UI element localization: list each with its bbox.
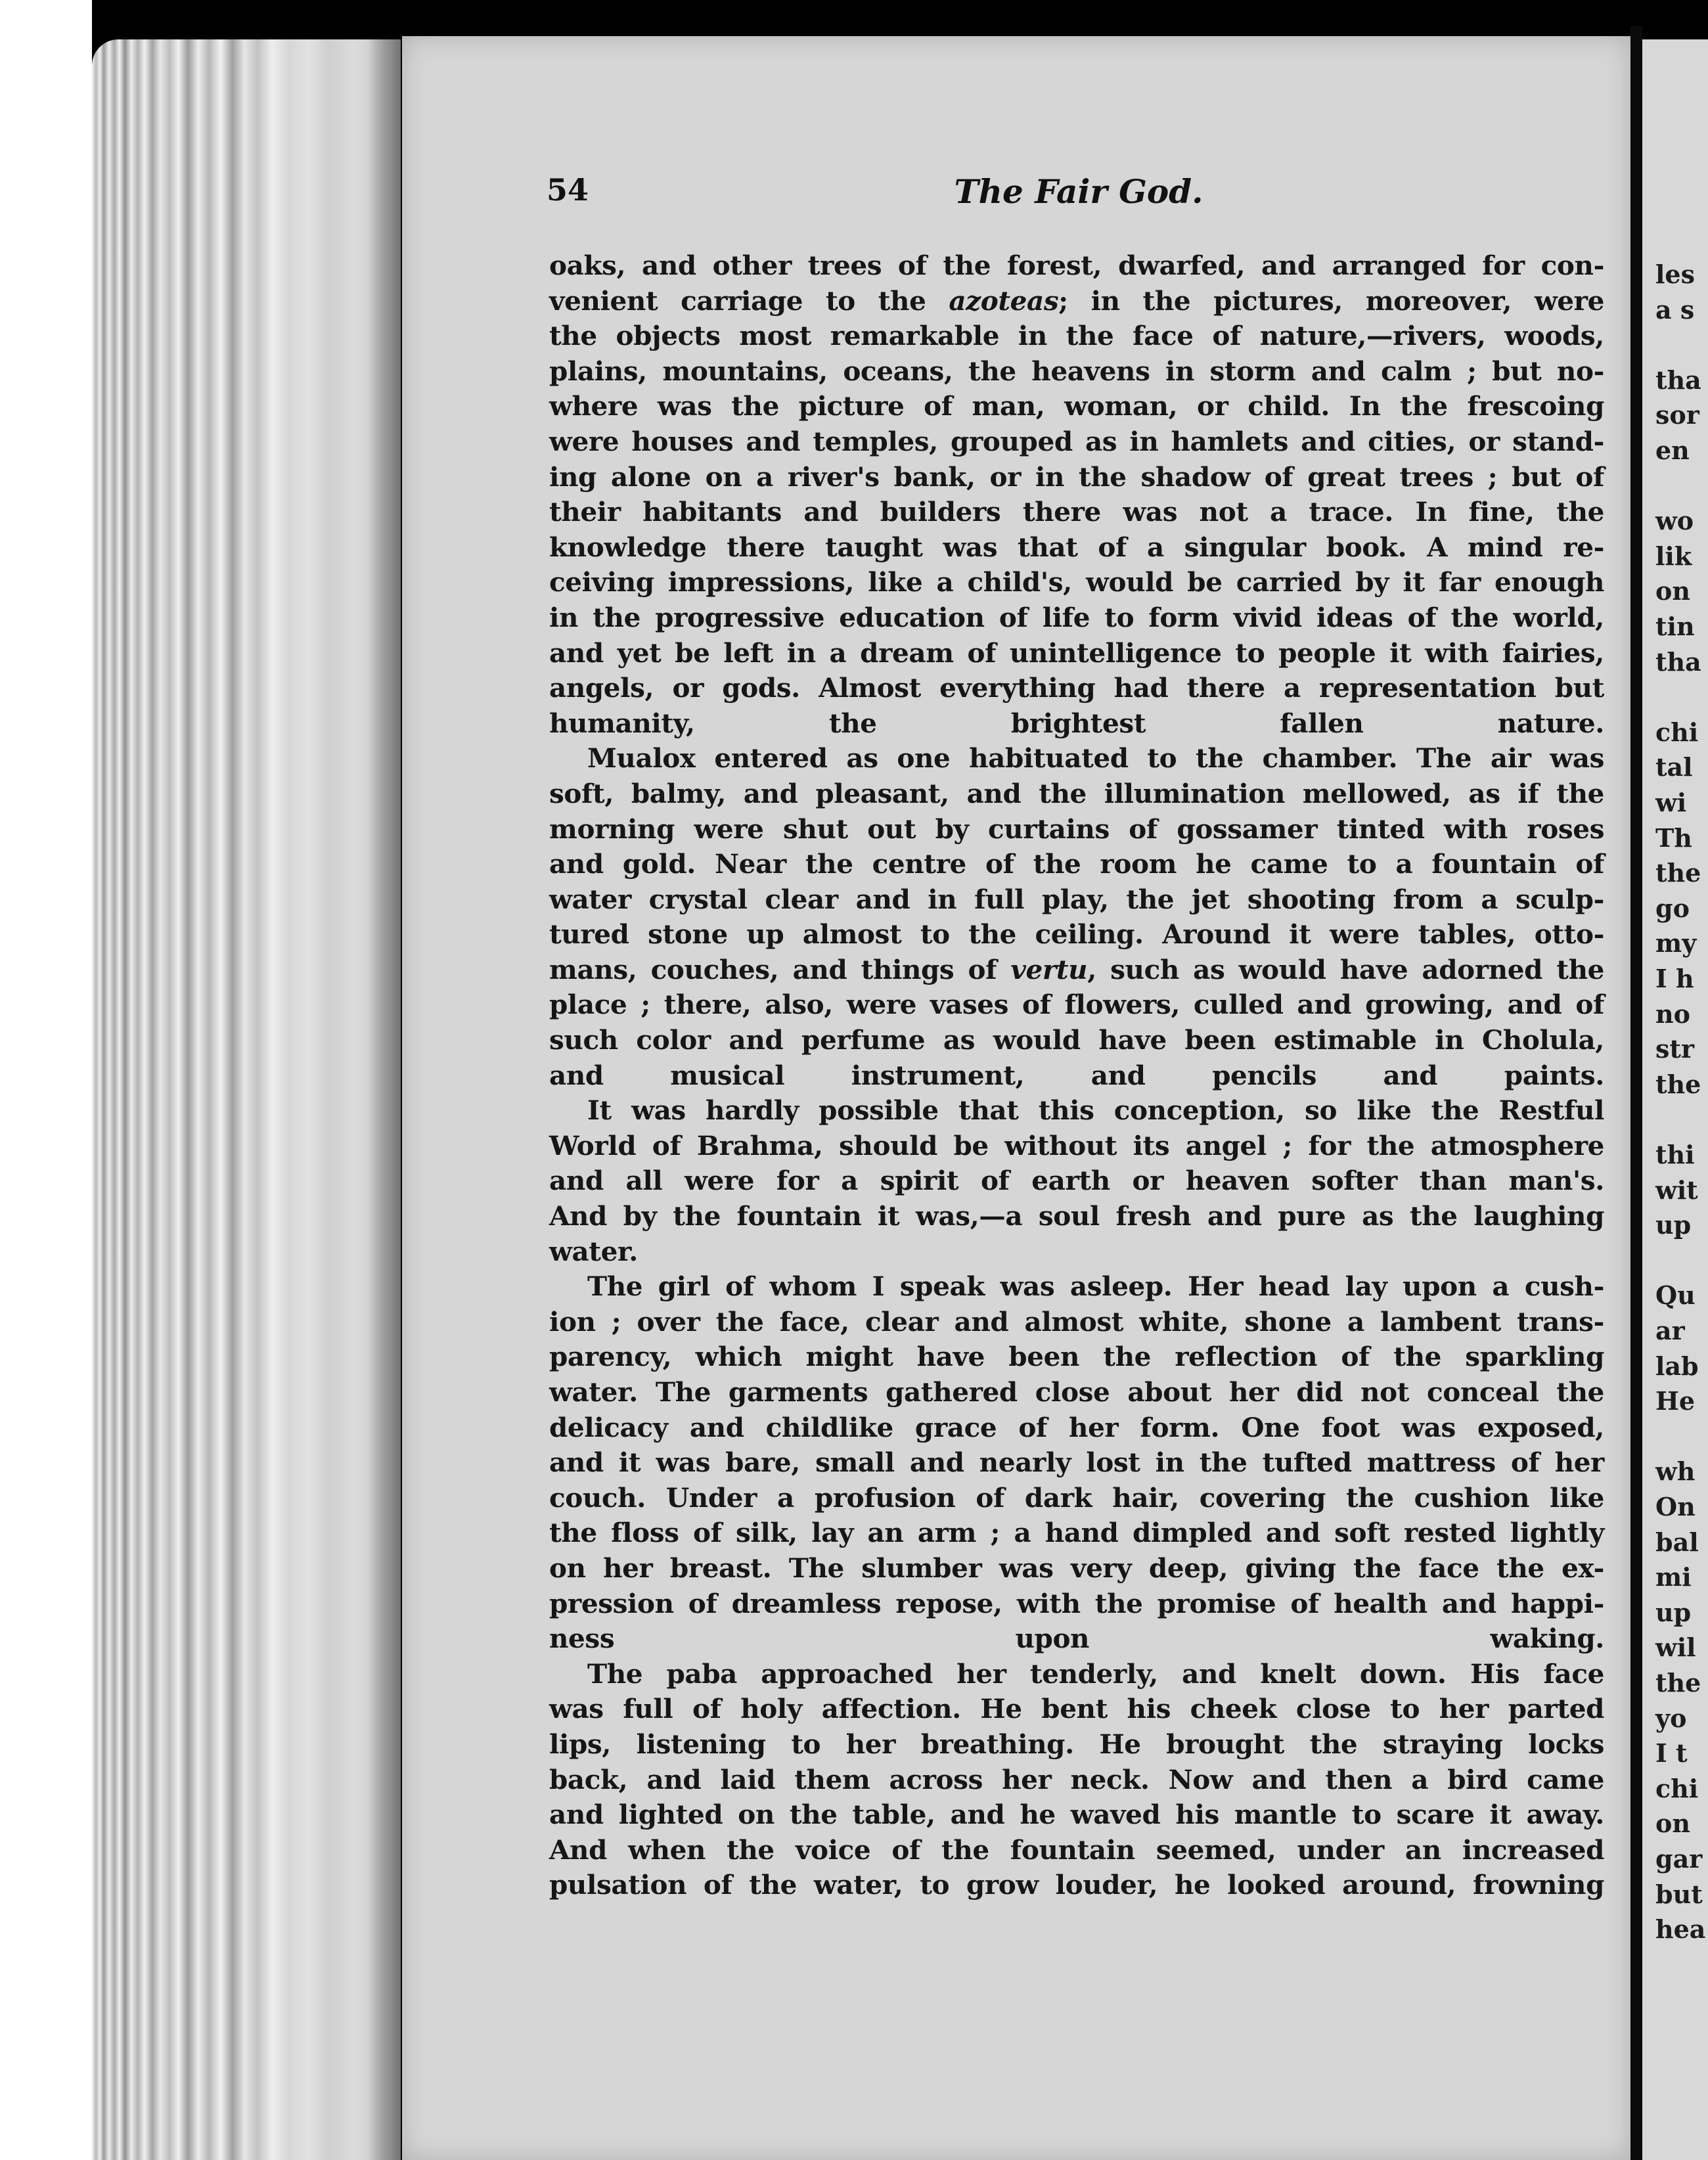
text-line: ing alone on a river's bank, or in the shadow of great trees ; but of [549, 461, 1604, 493]
text-line: their habitants and builders there was not a trace. In fine, the [549, 496, 1604, 528]
text-line: Mualox entered as one habituated to the chamber. The air was [587, 742, 1604, 775]
text-line: such color and perfume as would have been estimable in Cholula, [549, 1024, 1604, 1056]
text-line: lips, listening to her breathing. He brought the straying locks [549, 1728, 1604, 1760]
next-page-text-fragment: up [1655, 1597, 1692, 1627]
next-page-text-fragment: chi [1655, 717, 1699, 747]
paragraph [549, 741, 1604, 1093]
page-number: 54 [547, 172, 589, 208]
paragraph [549, 1093, 1604, 1269]
text-line: and gold. Near the centre of the room he came to a fountain of [549, 848, 1604, 880]
text-line: ness upon waking. [549, 1623, 1604, 1655]
text-line: and yet be left in a dream of unintelligence to people it with fairies, [549, 637, 1604, 669]
text-line: tured stone up almost to the ceiling. Around it were tables, otto- [549, 918, 1604, 951]
text-line: humanity, the brightest fallen nature. [549, 707, 1604, 739]
gutter-shadow [368, 26, 407, 2160]
paragraph [549, 1657, 1604, 1903]
next-page-text-fragment: a s [1655, 294, 1695, 325]
next-page-text-fragment: tha [1655, 365, 1701, 395]
text-line: on her breast. The slumber was very deep, giving the face the ex- [549, 1552, 1604, 1584]
text-line: water. The garments gathered close about her did not conceal the [549, 1376, 1604, 1408]
text-line: ceiving impressions, like a child's, would be carried by it far enough [549, 566, 1604, 598]
next-page-text-fragment: wil [1655, 1632, 1696, 1663]
text-line: and it was bare, small and nearly lost in the tufted mattress of her [549, 1447, 1604, 1479]
text-line: It was hardly possible that this conception, so like the Restful [587, 1094, 1604, 1127]
next-page-text-fragment: the [1655, 1668, 1701, 1698]
text-line: angels, or gods. Almost everything had there a representation but [549, 672, 1604, 704]
text-line: water. [549, 1235, 638, 1267]
text-line: pression of dreamless repose, with the promise of health and happi- [549, 1587, 1604, 1619]
next-page-text-fragment: the [1655, 858, 1701, 888]
text-line: venient carriage to the azoteas; in the pictures, moreover, were [549, 284, 1604, 317]
next-page-text-fragment: up [1655, 1210, 1692, 1240]
text-line: in the progressive education of life to form vivid ideas of the world, [549, 601, 1604, 633]
next-page-text-fragment: go [1655, 893, 1690, 923]
next-page-text-fragment: tha [1655, 646, 1701, 677]
book-page-edges [92, 39, 401, 2160]
next-page-text-fragment: but [1655, 1879, 1703, 1909]
paragraph [549, 1269, 1604, 1657]
text-line: where was the picture of man, woman, or child. In the frescoing [549, 390, 1604, 422]
text-line: And when the voice of the fountain seemed, under an increased [549, 1834, 1604, 1866]
next-page-text-fragment: I t [1655, 1738, 1688, 1768]
next-page-text-fragment: tal [1655, 752, 1693, 782]
page-header [547, 172, 1611, 218]
text-line: water crystal clear and in full play, the jet shooting from a sculp- [549, 883, 1604, 915]
text-line: mans, couches, and things of vertu, such as would have adorned the [549, 953, 1605, 985]
next-page-text-fragment: wo [1655, 506, 1694, 536]
text-line: place ; there, also, were vases of flowers, culled and growing, and of [549, 989, 1604, 1021]
text-line: couch. Under a profusion of dark hair, covering the cushion like [549, 1481, 1604, 1514]
text-line: knowledge there taught was that of a singular book. A mind re- [549, 531, 1604, 563]
next-page-text-fragment: On [1655, 1492, 1696, 1521]
next-page-text-fragment: mi [1655, 1562, 1692, 1592]
next-page-text-fragment: I h [1655, 964, 1694, 993]
next-page-text-fragment: wit [1655, 1175, 1698, 1205]
next-page-text-fragment: sor [1655, 400, 1699, 430]
next-page-text-fragment: str [1655, 1034, 1694, 1064]
next-page-text-fragment: my [1655, 928, 1697, 958]
text-line: parency, which might have been the reflection of the sparkling [549, 1341, 1604, 1373]
next-page-text-fragment: lik [1655, 541, 1692, 571]
next-page-text-fragment: chi [1655, 1773, 1699, 1803]
text-line: plains, mountains, oceans, the heavens in storm and calm ; but no- [549, 355, 1604, 387]
next-page-text-fragment: lab [1655, 1351, 1699, 1381]
next-page-text-fragment: hea [1655, 1914, 1706, 1945]
text-line: pulsation of the water, to grow louder, he looked around, frowning [549, 1869, 1604, 1901]
text-line: oaks, and other trees of the forest, dwarfed, and arranged for con- [549, 250, 1604, 281]
next-page-text-fragment: no [1655, 999, 1690, 1029]
text-line: The girl of whom I speak was asleep. Her head lay upon a cush- [587, 1271, 1604, 1303]
body-text [549, 248, 1604, 1903]
text-line: the floss of silk, lay an arm ; a hand dimpled and soft rested lightly [549, 1517, 1604, 1549]
next-page-text-fragment: Th [1655, 822, 1692, 853]
text-line: The paba approached her tenderly, and knelt down. His face [587, 1657, 1604, 1690]
text-line: and all were for a spirit of earth or heaven softer than man's. [549, 1165, 1604, 1197]
next-page-text-fragment: tin [1655, 612, 1695, 641]
text-line: the objects most remarkable in the face of nature,—rivers, woods, [549, 320, 1604, 352]
next-page-text-fragment: ar [1655, 1316, 1685, 1345]
running-title: The Fair God. [954, 172, 1203, 211]
next-page-text-fragment: He [1655, 1386, 1696, 1416]
text-line: and lighted on the table, and he waved his mantle to scare it away. [549, 1799, 1604, 1831]
next-page-text-fragment: gar [1655, 1844, 1703, 1874]
text-line: delicacy and childlike grace of her form. One foot was exposed, [549, 1411, 1604, 1443]
next-page-text-fragment: les [1655, 259, 1696, 289]
text-line: back, and laid them across her neck. Now and then a bird came [549, 1763, 1604, 1795]
text-line: ion ; over the face, clear and almost white, shone a lambent trans- [549, 1305, 1604, 1338]
next-page-text-fragment: bal [1655, 1527, 1699, 1557]
next-page-text-fragment: wi [1655, 788, 1687, 817]
next-page-text-fragment: yo [1655, 1703, 1687, 1733]
text-line: World of Brahma, should be without its angel ; for the atmosphere [549, 1129, 1604, 1161]
next-page-text-fragment: thi [1655, 1140, 1695, 1169]
next-page-text-fragment: Qu [1655, 1280, 1696, 1311]
next-page-text-fragment: wh [1655, 1456, 1696, 1487]
paragraph [549, 248, 1604, 741]
text-line: was full of holy affection. He bent his cheek close to her parted [549, 1693, 1604, 1725]
next-page-text-fragment: on [1655, 1809, 1690, 1839]
text-line: And by the fountain it was,—a soul fresh and pure as the laughing [549, 1200, 1604, 1232]
next-page-fragment [1642, 39, 1708, 2160]
text-line: soft, balmy, and pleasant, and the illumination mellowed, as if the [549, 777, 1604, 809]
text-line: were houses and temples, grouped as in hamlets and cities, or stand- [549, 425, 1604, 457]
next-page-text-fragment: on [1655, 576, 1690, 606]
text-line: and musical instrument, and pencils and paints. [549, 1059, 1604, 1091]
text-line: morning were shut out by curtains of gossamer tinted with roses [549, 813, 1604, 845]
next-page-text-fragment: the [1655, 1069, 1701, 1099]
next-page-text-fragment: en [1655, 436, 1690, 465]
scanner-margin [0, 0, 92, 2160]
page-divider [1630, 26, 1642, 2160]
